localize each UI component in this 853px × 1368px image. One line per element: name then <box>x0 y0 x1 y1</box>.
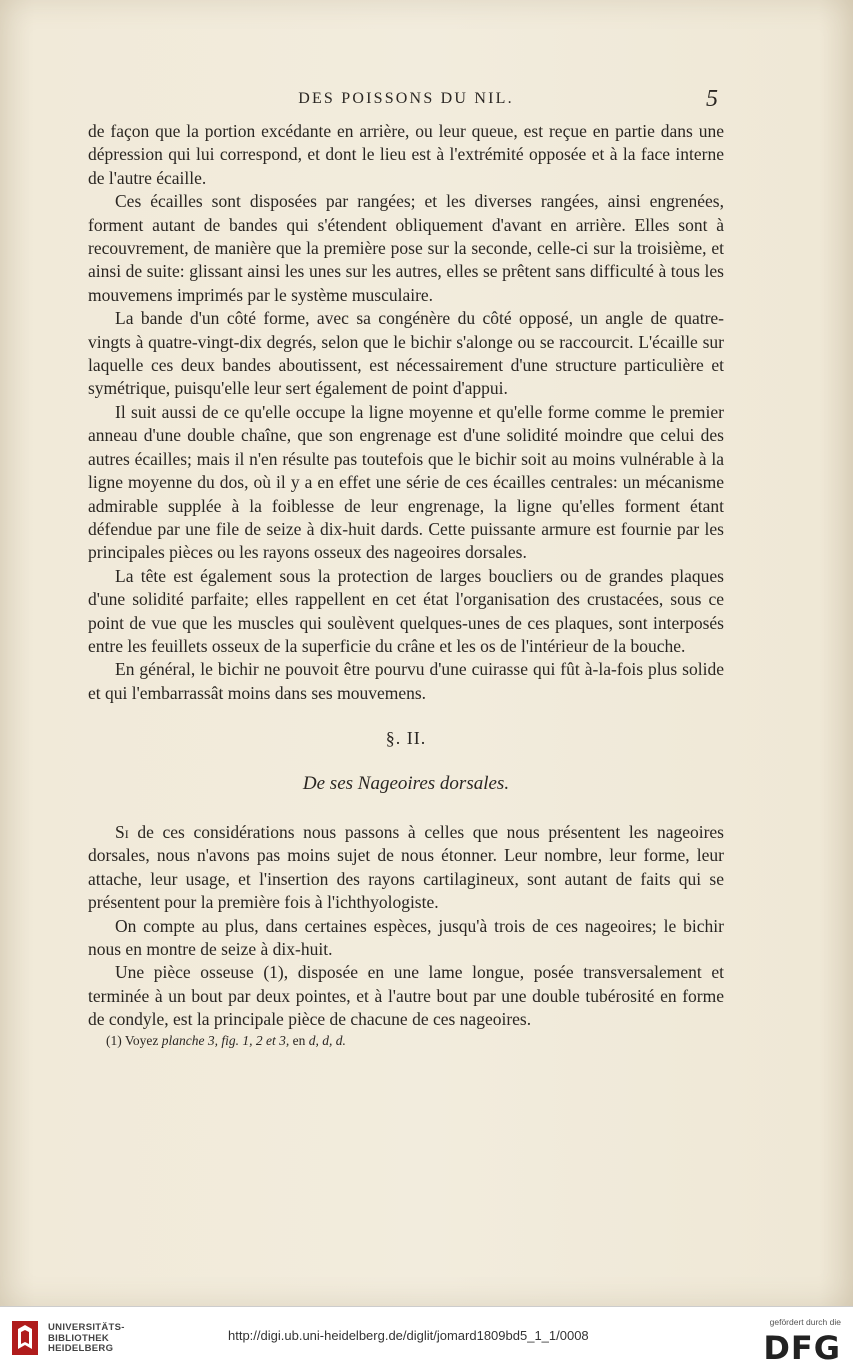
running-head: DES POISSONS DU NIL. <box>298 90 514 107</box>
dfg-logo: DFG <box>763 1329 841 1367</box>
footnote-lead: Voyez <box>124 1032 159 1048</box>
paragraph: En général, le bichir ne pouvoit être pourvu d'une cuirasse qui fût à-la-fois plus solide et qui l'embarrassât moins dans ses mouvemens. <box>88 659 724 703</box>
viewer-footer <box>0 1306 853 1368</box>
university-library-logo-icon <box>10 1319 40 1357</box>
section-title: De ses Nageoires dorsales. <box>302 772 510 794</box>
paragraph: Il suit aussi de ce qu'elle occupe la ligne moyenne et qu'elle forme comme le premier anneau d'une double chaîne, que son engrenage est d'une solidité moindre que celui des autres écailles; mais il n'en résulte pas toutefois que le bichir soit au moins vulnérable à la ligne moyenne du dos, où il y a en effet une série de ces écailles centrales: un mécanisme admirable supplée à la foiblesse de leur engrenage, la ligne qu'elles forment étant défendue par une file de seize à dix-huit dards. Cette puissante armure est fournie par les principales pièces ou les rayons osseux des nageoires dorsales. <box>88 401 724 563</box>
library-line: HEIDELBERG <box>48 1343 114 1354</box>
footnote-tail: en <box>292 1032 306 1048</box>
paragraph: La bande d'un côté forme, avec sa congénère du côté opposé, un angle de quatre-vingts à quatre-vingt-dix degrés, selon que le bichir s'alonge ou se raccourcit. L'écaille sur laquelle ces deux bandes aboutissent, est nécessairement d'une structure particulière et symétrique, puisqu'elle leur sert également de point d'appui. <box>88 308 724 399</box>
paragraph: Ces écailles sont disposées par rangées; et les diverses rangées, ainsi engrenées, forment autant de bandes qui s'étendent obliquement d'avant en arrière. Elles sont à recouvrement, de manière que la première pose sur la seconde, celle-ci sur la troisième, et ainsi de suite: glissant ainsi les unes sur les autres, elles se prêtent sans difficulté à tous les mouvemens imprimés par le système musculaire. <box>88 191 724 305</box>
permalink-url[interactable]: http://digi.ub.uni-heidelberg.de/diglit/jomard1809bd5_1_1/0008 <box>228 1328 589 1343</box>
paragraph <box>88 821 724 915</box>
funded-by-label: gefördert durch die <box>769 1317 841 1327</box>
library-line: BIBLIOTHEK <box>48 1332 110 1344</box>
footnote-ref: planche 3, fig. 1, 2 et 3, <box>161 1032 290 1048</box>
drop-word: Si <box>115 821 129 842</box>
body-text <box>88 120 724 1050</box>
library-line: UNIVERSITÄTS- <box>48 1322 125 1333</box>
paragraph: Une pièce osseuse (1), disposée en une lame longue, posée transversalement et terminée à un bout par deux pointes, et à l'autre bout par une double tubérosité en forme de condyle, est la principale pièce de chacune de ces nageoires. <box>88 962 724 1030</box>
paragraph: La tête est également sous la protection de larges boucliers ou de grandes plaques d'une solidité parfaite; elles rappellent en cet état l'organisation des crustacées, sous ce point de vue que les muscles qui soulèvent quelques-unes de ces plaques, sont interposés entre les feuillets osseux de la superficie du crâne et les os de l'intérieur de la bouche. <box>88 565 724 656</box>
page-number: 5 <box>706 86 718 112</box>
page-header <box>88 86 724 116</box>
library-name <box>48 1323 125 1355</box>
footnote-letters: d, d, d. <box>308 1032 346 1048</box>
footnote <box>88 1032 724 1050</box>
footnote-marker: (1) <box>106 1032 122 1048</box>
paragraph: On compte au plus, dans certaines espèces, jusqu'à trois de ces nageoires; le bichir nous en montre de seize à dix-huit. <box>88 915 724 959</box>
paragraph-rest: de ces considérations nous passons à celles que nous présentent les nageoires dorsales, nous n'avons pas moins sujet de nous étonner. Leur nombre, leur forme, leur attache, leur usage, et l'insertion des rayons cartilagineux, sont autant de faits qui se présentent pour la première fois à l'ichthyologiste. <box>88 821 724 913</box>
section-mark: §. II. <box>385 728 427 749</box>
paragraph: de façon que la portion excédante en arrière, ou leur queue, est reçue en partie dans une dépression qui lui correspond, et dont le lieu est à l'extrémité opposée et à la face interne de l'autre écaille. <box>88 121 724 188</box>
